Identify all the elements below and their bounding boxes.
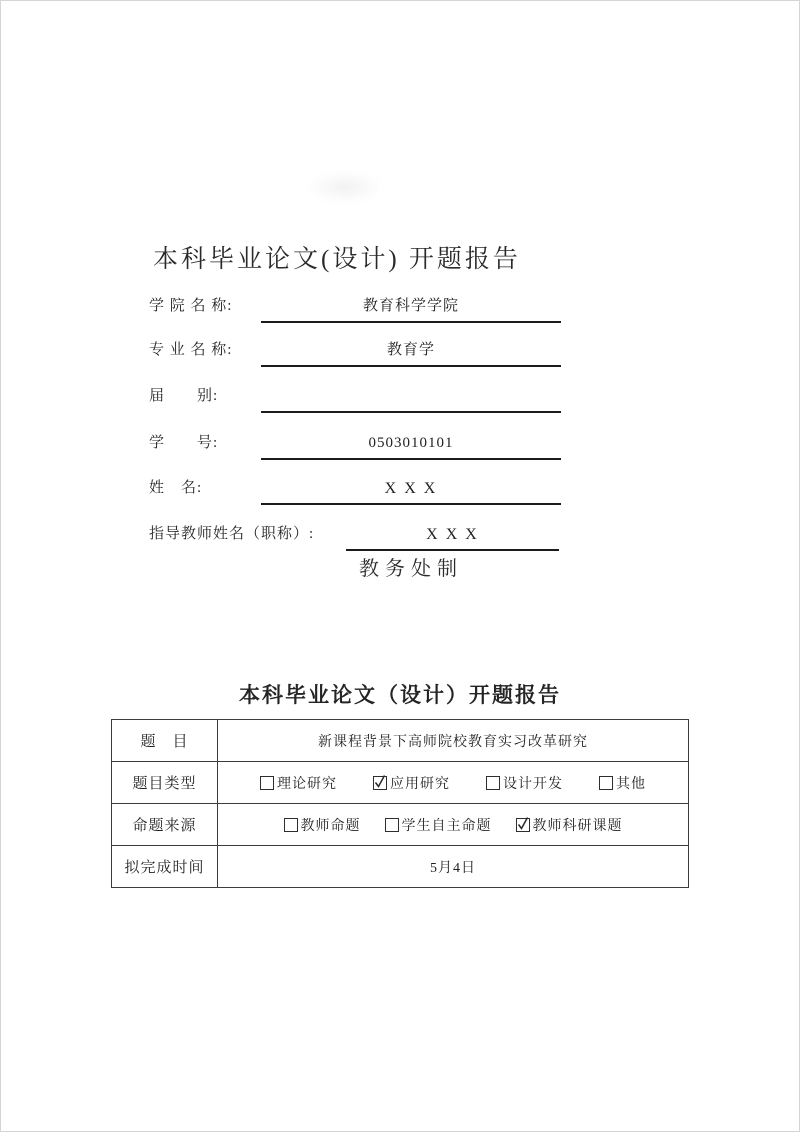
field-value-advisor: X X X [346, 520, 559, 551]
field-label-student-id: 学 号: [149, 435, 219, 451]
field-value-name: X X X [261, 474, 561, 505]
checkbox-unchecked-icon [385, 818, 399, 832]
check-icon [516, 815, 530, 831]
row-header-topic-type: 题目类型 [112, 762, 218, 804]
report-title: 本科毕业论文（设计）开题报告 [239, 683, 561, 707]
row-header-topic-source: 命题来源 [112, 804, 218, 846]
option-other [599, 773, 646, 793]
field-label-name: 姓 名: [149, 480, 203, 496]
option-label: 应用研究 [390, 776, 450, 792]
field-value-class-year [261, 382, 561, 413]
scan-smudge-artifact [306, 171, 384, 203]
option-label: 其他 [616, 776, 646, 792]
option-applied-research [373, 773, 450, 793]
table-row-completion-date [112, 846, 689, 888]
field-label-college: 学 院 名 称: [149, 298, 233, 314]
proposal-info-table [111, 719, 689, 888]
field-label-advisor: 指导教师姓名（职称）: [149, 526, 315, 542]
issuer-line: 教务处制 [359, 558, 463, 580]
row-header-topic: 题 目 [112, 720, 218, 762]
topic-source-options [218, 815, 688, 835]
option-label: 学生自主命题 [401, 818, 492, 834]
table-row-topic [112, 720, 689, 762]
cover-title: 本科毕业论文(设计) 开题报告 [153, 246, 521, 273]
option-student-proposed [385, 815, 492, 835]
option-label: 设计开发 [503, 776, 563, 792]
table-row-topic-type [112, 762, 689, 804]
option-label: 教师命题 [300, 818, 361, 834]
option-teacher-assigned [284, 815, 361, 835]
topic-type-options [218, 773, 688, 793]
checkbox-unchecked-icon [599, 776, 613, 790]
option-label: 教师科研课题 [532, 818, 623, 834]
option-label: 理论研究 [277, 776, 337, 792]
option-teacher-research-project [516, 815, 623, 835]
field-value-student-id: 0503010101 [261, 429, 561, 460]
checkbox-checked-icon [373, 776, 387, 790]
check-icon [373, 773, 387, 789]
table-row-topic-source [112, 804, 689, 846]
field-label-major: 专 业 名 称: [149, 342, 233, 358]
option-design-development [486, 773, 563, 793]
checkbox-unchecked-icon [486, 776, 500, 790]
completion-date-value: 5月4日 [218, 846, 689, 888]
checkbox-unchecked-icon [260, 776, 274, 790]
option-theory-research [260, 773, 337, 793]
field-label-class-year: 届 别: [149, 388, 219, 404]
checkbox-unchecked-icon [284, 818, 298, 832]
field-value-major: 教育学 [261, 336, 561, 367]
row-header-completion-date: 拟完成时间 [112, 846, 218, 888]
checkbox-checked-icon [516, 818, 530, 832]
topic-value: 新课程背景下高师院校教育实习改革研究 [218, 720, 689, 762]
field-value-college: 教育科学学院 [261, 292, 561, 323]
